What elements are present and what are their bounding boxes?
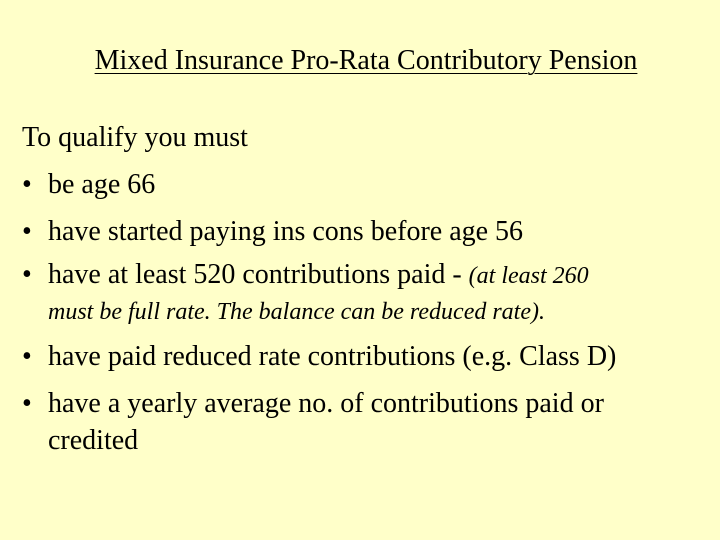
bullet-text: have paid reduced rate contributions (e.g. Class D) — [48, 341, 617, 372]
slide-title: Mixed Insurance Pro-Rata Contributory Pension — [94, 45, 638, 76]
bullet-text: be age 66 — [48, 169, 156, 200]
bullet-note-start: (at least 260 — [468, 263, 589, 289]
bullet-icon: • — [22, 388, 32, 419]
bullet-icon: • — [22, 169, 32, 200]
bullet-text-continuation: credited — [48, 425, 139, 456]
intro-text: To qualify you must — [22, 122, 248, 153]
bullet-text: have a yearly average no. of contributions paid or — [48, 388, 604, 419]
bullet-text — [48, 258, 589, 293]
bullet-main-text: have at least 520 contributions paid - — [48, 259, 462, 290]
bullet-note-continuation: must be full rate. The balance can be reduced rate). — [48, 299, 545, 325]
bullet-icon: • — [22, 341, 32, 372]
bullet-text: have started paying ins cons before age 56 — [48, 216, 524, 247]
bullet-icon: • — [22, 216, 32, 247]
bullet-icon: • — [22, 259, 32, 290]
